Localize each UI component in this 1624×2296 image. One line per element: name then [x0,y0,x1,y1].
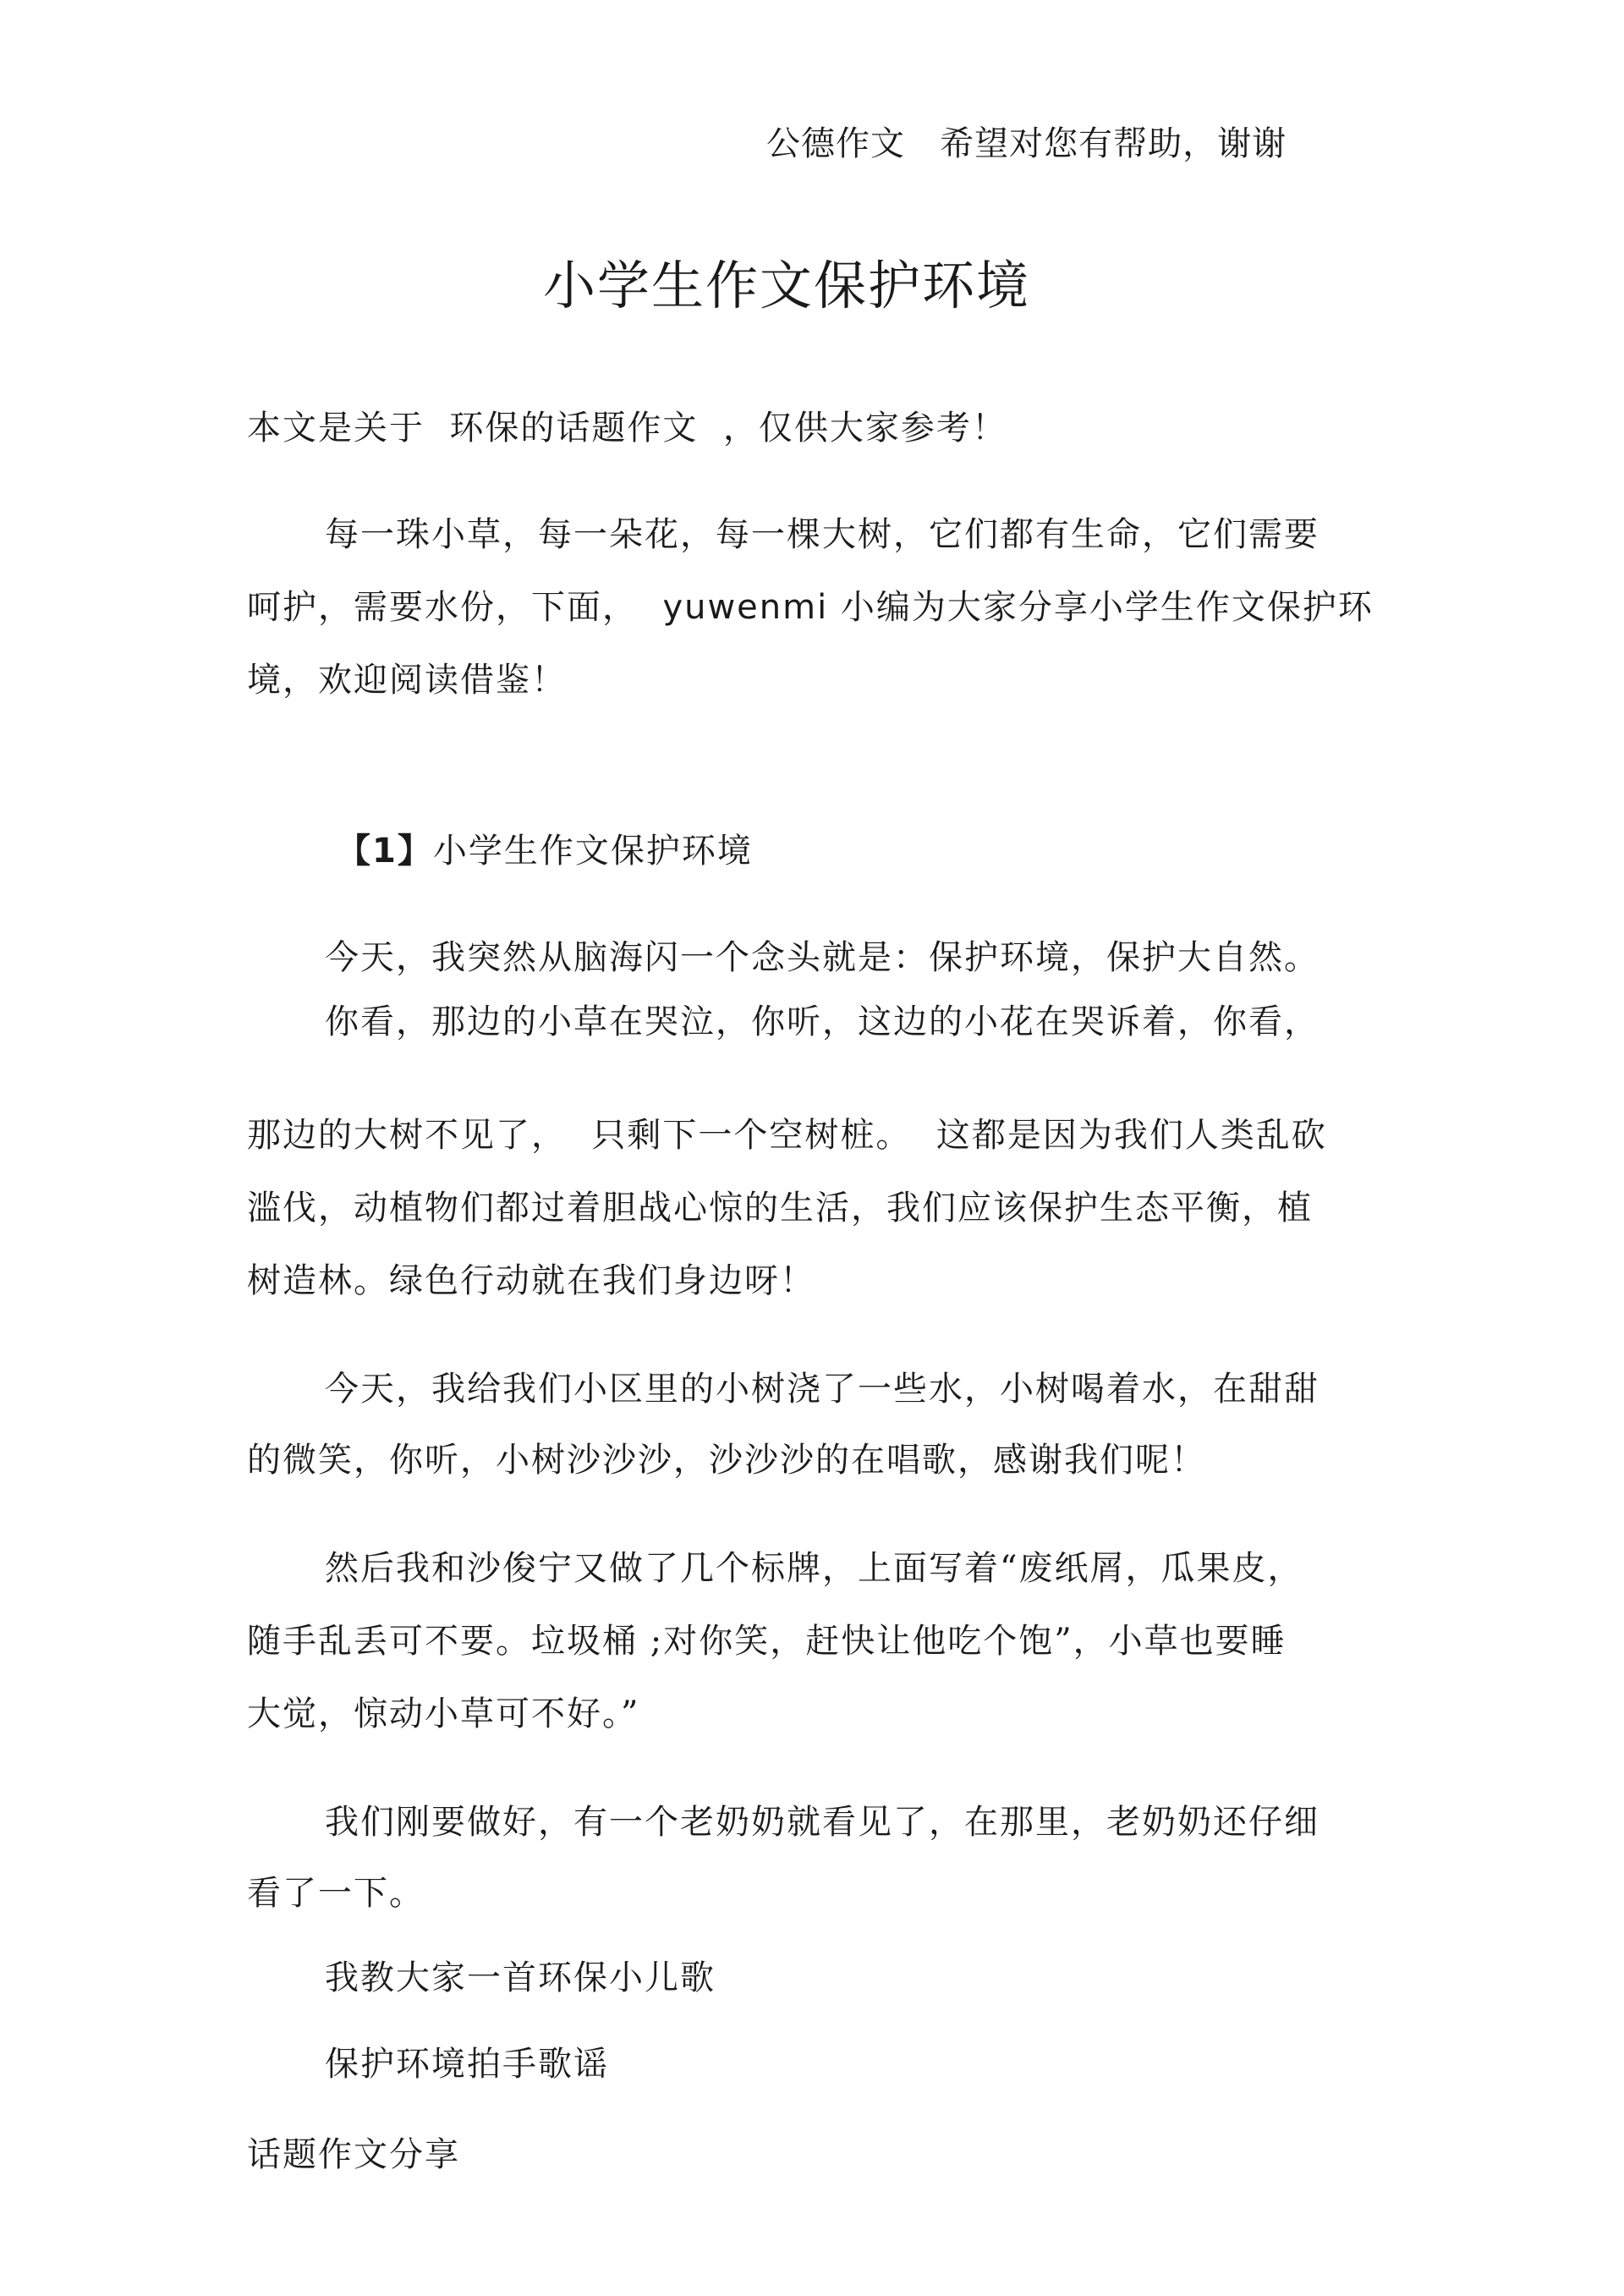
paragraph-2-line-2: 的微笑，你听，小树沙沙沙，沙沙沙的在唱歌，感谢我们呢！ [247,1441,1206,1480]
footer-label: 话题作文分享 [247,2135,460,2174]
intro-line: 本文是关于 环保的话题作文 ，仅供大家参考！ [247,409,1007,448]
paragraph-4-line-2: 看了一下。 [247,1874,425,1913]
section-number: 1 [372,832,398,871]
section-title: 小学生作文保护环境 [432,832,753,871]
paragraph-5: 我教大家一首环保小儿歌 [325,1958,716,1997]
lead-line-2 [247,580,1374,629]
lead-line-3: 境，欢迎阅读借鉴！ [247,661,567,700]
paragraph-3-line-1: 然后我和沙俊宁又做了几个标牌，上面写着“废纸屑，瓜果皮， [325,1549,1303,1588]
paragraph-3-line-3: 大觉，惊动小草可不好。” [247,1695,640,1733]
paragraph-1-line-3: 那边的大树不见了， 只剩下一个空树桩。 这都是因为我们人类乱砍 [247,1116,1327,1155]
paragraph-6: 保护环境拍手歌谣 [325,2045,609,2084]
lead-line-1: 每一珠小草，每一朵花，每一棵大树，它们都有生命，它们需要 [325,515,1320,554]
paragraph-1-line-1: 今天，我突然从脑海闪一个念头就是：保护环境，保护大自然。 [325,938,1320,977]
author-name: yuwenmi [662,588,829,627]
section-heading [337,824,753,872]
lead-line-2-part2: 小编为大家分享小学生作文保护环 [828,588,1374,627]
paragraph-2-line-1: 今天，我给我们小区里的小树浇了一些水，小树喝着水，在甜甜 [325,1370,1320,1409]
paragraph-1-line-4: 滥伐，动植物们都过着胆战心惊的生活，我们应该保护生态平衡，植 [247,1189,1313,1228]
paragraph-1-line-5: 树造林。绿色行动就在我们身边呀！ [247,1261,815,1300]
paragraph-4-line-1: 我们刚要做好，有一个老奶奶就看见了，在那里，老奶奶还仔细 [325,1803,1320,1842]
section-bracket-open: 【 [337,832,372,871]
page-title: 小学生作文保护环境 [542,255,1030,316]
header-note: 公德作文 希望对您有帮助，谢谢 [766,124,1287,163]
paragraph-1-line-2: 你看，那边的小草在哭泣，你听，这边的小花在哭诉着，你看， [325,1002,1320,1041]
paragraph-3-line-2: 随手乱丢可不要。垃圾桶 ;对你笑，赶快让他吃个饱”，小草也要睡 [247,1622,1287,1661]
lead-line-2-part1: 呵护，需要水份，下面， [247,588,663,627]
section-bracket-close: 】 [397,832,433,871]
